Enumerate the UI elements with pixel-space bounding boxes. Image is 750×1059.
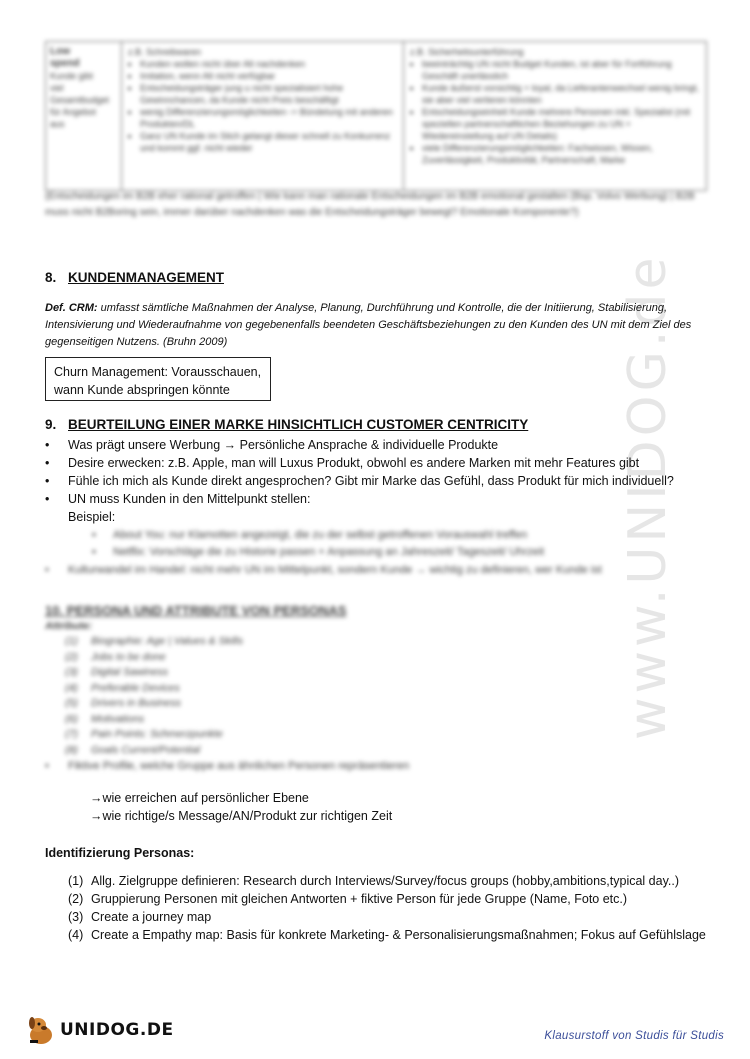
item-text: Pain Points: Schmerzpunkte xyxy=(91,728,223,740)
item-number: (2) xyxy=(65,650,78,663)
logo-text: UNIDOG.DE xyxy=(60,1020,174,1040)
table-cell xyxy=(122,42,404,190)
item-text: Biographie: Age | Values & Skills xyxy=(91,635,243,647)
item-text: Gruppierung Personen mit gleichen Antworten + fiktive Person für jede Gruppe (Name, Foto etc.) xyxy=(91,892,628,906)
dog-icon xyxy=(24,1014,58,1046)
item-number: (1) xyxy=(65,635,78,647)
attribute-item xyxy=(45,681,645,697)
definition-text: umfasst sämtliche Maßnahmen der Analyse, Planung, Durchführung und Kontrolle, die der Initiierung, Stabilisierung, Intensivierung und Wiederaufnahme von gegebenenfalls beendeten Geschäftsbeziehungen zu den Kunden des UN mit dem Ziel des gegenseitigen Nutzens. (Bruhn 2009) xyxy=(45,302,692,348)
attribute-item xyxy=(45,696,645,712)
item-text: Allg. Zielgruppe definieren: Research durch Interviews/Survey/focus groups (hobby,ambitions,typical day..) xyxy=(91,874,680,888)
item-text: Create a journey map xyxy=(91,910,212,924)
table-cell-text: für Angebot xyxy=(50,107,97,117)
table-cell-text: Gesamtbudget xyxy=(50,95,110,105)
arrow-line: →wie richtige/s Message/AN/Produkt zur richtigen Zeit xyxy=(90,809,393,823)
list-item xyxy=(68,872,708,890)
list-item: • beeinträchtig UN nicht Budget Kunden, ist aber für Fortführung Geschäft unerlässlich xyxy=(422,58,700,82)
item-number: (8) xyxy=(65,743,78,756)
list-item xyxy=(68,890,708,908)
box-line: Churn Management: Vorausschauen, xyxy=(54,365,262,379)
table-cell-heading: z.B. Sicherheitsunterführung xyxy=(410,47,524,57)
attribute-item xyxy=(45,665,645,681)
bullet-list xyxy=(45,436,705,526)
list-item: • Kunden wollen nicht über Alt nachdenken xyxy=(140,58,397,70)
table-row-header-cell xyxy=(46,42,122,190)
table-cell-text: Kunde gibt xyxy=(50,71,94,81)
definition-label: Def. CRM: xyxy=(45,302,98,314)
list-item: • Fühle ich mich als Kunde direkt angesprochen? Gibt mir Marke das Gefühl, dass Produkt für mich individuell? xyxy=(45,472,705,490)
churn-management-box xyxy=(45,357,271,401)
table-cell-text: spend xyxy=(50,58,80,69)
item-text: Goals Current/Potential xyxy=(91,743,201,756)
attribute-item xyxy=(45,727,645,743)
list-item: • Entscheidungsträger jung u nicht spezialisiert hohe Gewinnchancen, da Kunde nicht Preis beschäftigt xyxy=(140,82,397,106)
list-item xyxy=(68,926,708,944)
arrow-lines xyxy=(90,789,392,825)
attribute-item xyxy=(45,712,645,728)
item-number: (1) xyxy=(68,874,84,888)
item-number: (6) xyxy=(65,712,78,725)
sub-bullet-list xyxy=(45,527,705,579)
item-number: (4) xyxy=(65,681,78,694)
identification-heading: Identifizierung Personas: xyxy=(45,846,195,860)
comparison-table xyxy=(45,41,707,191)
section-title: 10. PERSONA UND ATTRIBUTE VON PERSONAS xyxy=(45,603,347,618)
footer-tagline: Klausurstoff von Studis für Studis xyxy=(544,1030,724,1042)
item-number: (3) xyxy=(65,666,78,678)
list-item xyxy=(68,908,708,926)
section-10 xyxy=(45,603,645,774)
list-item: • Kulturwandel im Handel: nicht mehr UN im Mittelpunkt, sondern Kunde → wichtig zu definieren, wer Kunde ist xyxy=(45,562,705,579)
section-heading-8 xyxy=(45,270,224,285)
item-text: Drivers in Business xyxy=(91,697,181,709)
item-number: (4) xyxy=(68,928,84,942)
list-item: • Ganz UN Kunde im Stich gelangt dieser schnell zu Konkurrenz und kommt ggf. nicht wieder xyxy=(140,130,397,154)
section-title: BEURTEILUNG EINER MARKE HINSICHTLICH CUSTOMER CENTRICITY xyxy=(68,417,529,432)
list-item: • Desire erwecken: z.B. Apple, man will Luxus Produkt, obwohl es andere Marken mit mehr Features gibt xyxy=(45,454,705,472)
section-title: KUNDENMANAGEMENT xyxy=(68,270,224,285)
table-cell-text: aus xyxy=(50,119,65,129)
list-item: • Fiktive Profile, welche Gruppe aus ähnlichen Personen repräsentieren xyxy=(45,758,645,774)
list-item: ▪ About You: nur Klamotten angezeigt, die zu der selbst getroffenen Vorauswahl treffen xyxy=(45,527,705,544)
list-item: • Kunde äußerst vorsichtig + loyal, da Lieferantenwechsel wenig bringt, sie aber viel verlieren könnten xyxy=(422,82,700,106)
table-cell-heading: z.B. Schreibwaren xyxy=(128,47,202,57)
watermark: www.UNIDOG.de xyxy=(618,253,678,740)
unidog-logo xyxy=(24,1014,174,1046)
item-text: Preferable Devices xyxy=(91,681,180,694)
list-item: • Imitation, wenn Alt nicht verfügbar xyxy=(140,70,397,82)
list-item: • UN muss Kunden in den Mittelpunkt stellen: xyxy=(45,490,705,508)
item-text: Create a Empathy map: Basis für konkrete Marketing- & Personalisierungsmaßnahmen; Fokus auf Gefühlslage xyxy=(91,928,706,942)
attribute-item xyxy=(45,650,645,666)
section-number: 9. xyxy=(45,417,57,432)
item-number: (3) xyxy=(68,910,84,924)
crm-definition xyxy=(45,300,705,351)
attribute-item xyxy=(45,743,645,759)
list-item: ▪ Netflix: Vorschläge die zu Historie passen + Anpassung an Jahreszeit/ Tageszeit/ Uhrzeit xyxy=(45,544,705,561)
table-cell-text: viel xyxy=(50,83,64,93)
box-line: wann Kunde abspringen könnte xyxy=(54,383,230,397)
item-number: (2) xyxy=(68,892,84,906)
item-number: (7) xyxy=(65,728,78,740)
list-item: • Was prägt unsere Werbung → Persönliche Ansprache & individuelle Produkte xyxy=(45,436,705,454)
item-text: Jobs to be done xyxy=(91,650,166,663)
item-text: Motivations xyxy=(91,712,145,725)
list-item: • viele Differenzierungsmöglichkeiten: Fachwissen, Wissen, Zuverlässigkeit, Produktivität, Partnerschaft, Marke xyxy=(422,142,700,166)
attribute-item xyxy=(45,634,645,650)
table-note: (Entscheidungen im B2B eher rational getroffen | Wie kann man rationale Entscheidungen im B2B emotional gestalten (Bsp. Volvo Werbung) | B2B muss nicht B2Boring sein, immer darüber nachdenken was die Entscheidungsträger bewegt? Emotionale Komponente?) xyxy=(45,191,695,218)
table-cell-text: Low xyxy=(50,46,70,57)
item-number: (5) xyxy=(65,697,78,709)
attributes-label: Attribute: xyxy=(45,620,93,632)
item-text: Digital Sawiness xyxy=(91,666,169,678)
section-number: 8. xyxy=(45,270,57,285)
list-item: • Entscheidungseinheit Kunde mehrere Personen inkl. Spezialist (mit speziellen partnerschaftlichen Beziehungen zu UN + Wiedereinstellung auf UN Details) xyxy=(422,106,700,142)
arrow-line: →wie erreichen auf persönlicher Ebene xyxy=(90,791,309,805)
identification-list xyxy=(68,872,708,944)
table-cell xyxy=(404,42,706,190)
section-heading-9 xyxy=(45,417,528,432)
list-item: • wenig Differenzierungsmöglichkeiten -> Bündelung mit anderen Produkten/DL xyxy=(140,106,397,130)
example-label: Beispiel: xyxy=(68,510,116,524)
